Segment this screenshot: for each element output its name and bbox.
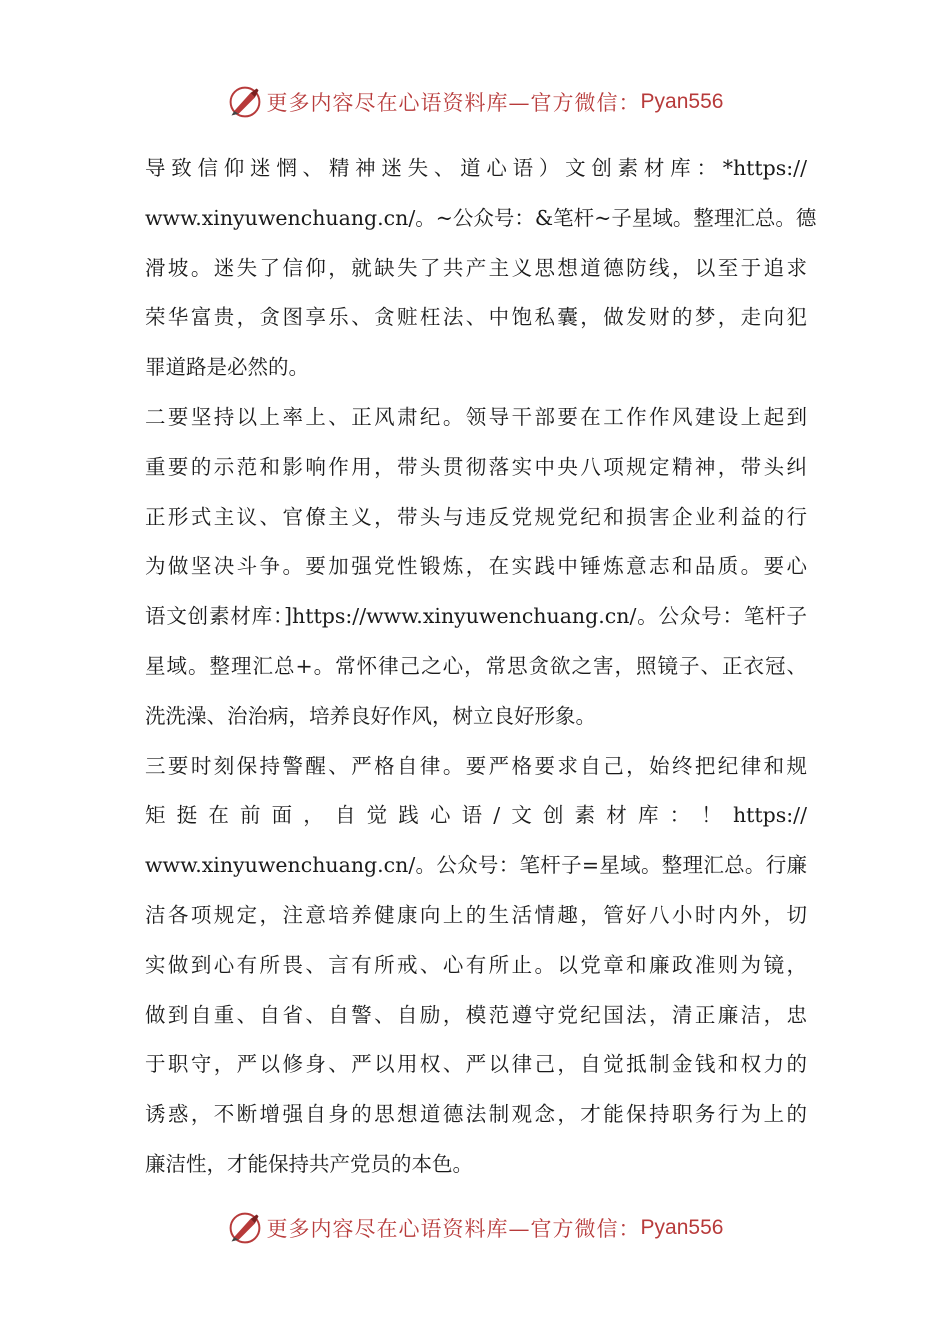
- text-line: 矩挺在前面，自觉践心语/文创素材库：！https://: [145, 803, 807, 828]
- text-line: 导致信仰迷惘、精神迷失、道心语）文创素材库：*https://: [145, 156, 807, 180]
- text-line: 为做坚决斗争。要加强党性锻炼，在实践中锤炼意志和品质。要心: [145, 554, 807, 579]
- text-line: 罪道路是必然的。: [145, 355, 309, 380]
- banner-wechat-id: Pyan556: [640, 1216, 724, 1239]
- text-line: 滑坡。迷失了信仰，就缺失了共产主义思想道德防线，以至于追求: [145, 255, 807, 280]
- text-line: 廉洁性，才能保持共产党员的本色。: [145, 1151, 473, 1176]
- text-line: 三要时刻保持警醒、严格自律。要严格要求自己，始终把纪律和规: [145, 753, 807, 778]
- footer-banner: [0, 1206, 950, 1250]
- text-line: 语文创素材库：]https://www.xinyuwenchuang.cn/。公众号：笔杆子: [145, 604, 807, 629]
- text-line: 荣华富贵，贪图享乐、贪赃枉法、中饱私囊，做发财的梦，走向犯: [145, 305, 807, 330]
- text-line: 洗洗澡、治治病，培养良好作风，树立良好形象。: [145, 703, 596, 728]
- text-line: 正形式主议、官僚主义，带头与违反党规党纪和损害企业利益的行: [145, 504, 807, 529]
- pen-nib-logo-icon: [227, 84, 263, 120]
- banner-text: 更多内容尽在心语资料库—官方微信：: [266, 1217, 641, 1241]
- text-line: 于职守，严以修身、严以用权、严以律己，自觉抵制金钱和权力的: [145, 1052, 807, 1077]
- text-line: 洁各项规定，注意培养健康向上的生活情趣，管好八小时内外，切: [145, 902, 807, 927]
- document-body: [145, 144, 817, 1190]
- text-line: 做到自重、自省、自警、自励，模范遵守党纪国法，清正廉洁，忠: [145, 1002, 807, 1027]
- text-line: www.xinyuwenchuang.cn/。~公众号：&笔杆~子星域。整理汇总。德: [145, 205, 817, 230]
- text-line: 星域。整理汇总+。常怀律己之心，常思贪欲之害，照镜子、正衣冠、: [145, 653, 807, 678]
- pen-nib-logo-icon: [227, 1210, 263, 1246]
- banner-wechat-id: Pyan556: [640, 90, 724, 113]
- text-line: 二要坚持以上率上、正风肃纪。领导干部要在工作作风建设上起到: [145, 404, 807, 429]
- banner-text: 更多内容尽在心语资料库—官方微信：: [266, 91, 641, 115]
- text-line: 实做到心有所畏、言有所戒、心有所止。以党章和廉政准则为镜，: [145, 952, 807, 977]
- text-line: 诱惑，不断增强自身的思想道德法制观念，才能保持职务行为上的: [145, 1102, 807, 1127]
- text-line: www.xinyuwenchuang.cn/。公众号：笔杆子=星域。整理汇总。行廉: [145, 853, 807, 878]
- text-line: 重要的示范和影响作用，带头贯彻落实中央八项规定精神，带头纠: [145, 454, 807, 479]
- header-banner: [0, 80, 950, 124]
